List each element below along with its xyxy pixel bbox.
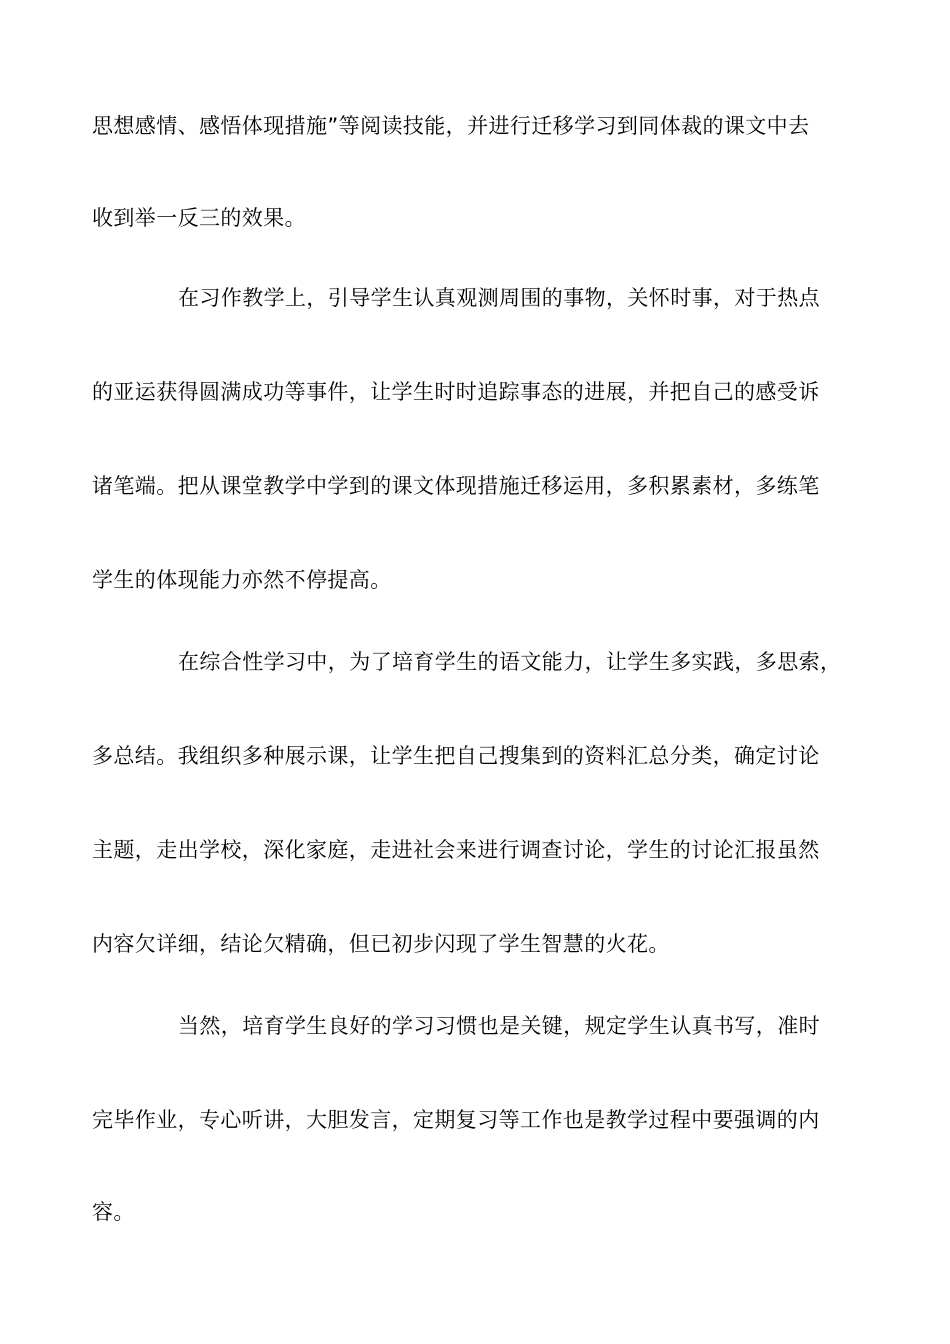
- text-line: 内容欠详细，结论欠精确，但已初步闪现了学生智慧的火花。: [92, 932, 670, 956]
- text-line: 的亚运获得圆满成功等事件，让学生时时追踪事态的进展，并把自己的感受诉: [92, 380, 820, 404]
- text-line: 主题，走出学校，深化家庭，走进社会来进行调查讨论，学生的讨论汇报虽然: [92, 838, 820, 862]
- text-line: 学生的体现能力亦然不停提高。: [92, 568, 392, 592]
- paragraph-first-line: 在综合性学习中，为了培育学生的语文能力，让学生多实践，多思索，: [178, 650, 842, 674]
- text-line: 收到举一反三的效果。: [92, 206, 306, 230]
- text-line: 诸笔端。把从课堂教学中学到的课文体现措施迁移运用，多积累素材，多练笔: [92, 474, 820, 498]
- text-line: 思想感情、感悟体现措施”等阅读技能，并进行迁移学习到同体裁的课文中去: [92, 114, 810, 138]
- text-line: 完毕作业，专心听讲，大胆发言，定期复习等工作也是教学过程中要强调的内: [92, 1108, 820, 1132]
- paragraph-first-line: 在习作教学上，引导学生认真观测周围的事物，关怀时事，对于热点: [178, 286, 820, 310]
- text-line: 多总结。我组织多种展示课，让学生把自己搜集到的资料汇总分类，确定讨论: [92, 744, 820, 768]
- text-line: 容。: [92, 1200, 135, 1224]
- paragraph-first-line: 当然，培育学生良好的学习习惯也是关键，规定学生认真书写，准时: [178, 1014, 820, 1038]
